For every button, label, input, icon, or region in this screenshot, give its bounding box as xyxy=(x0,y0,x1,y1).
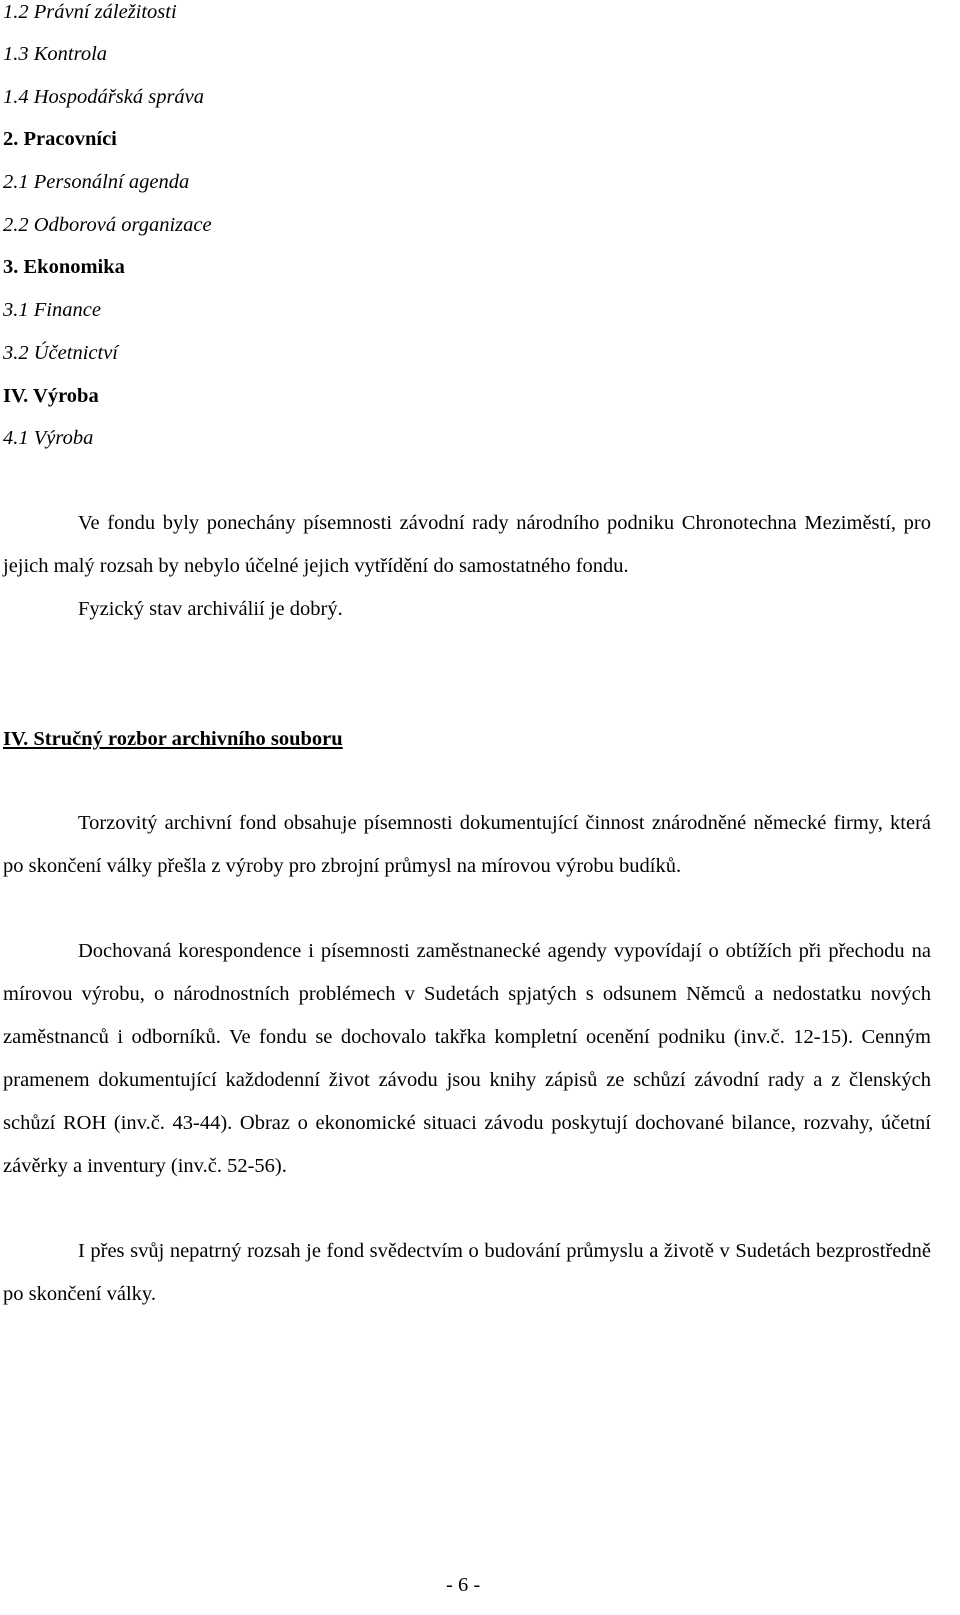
intro-paragraph: Fyzický stav archiválií je dobrý. xyxy=(78,598,343,620)
toc-entry: 3. Ekonomika xyxy=(3,256,125,278)
body-paragraph: I přes svůj nepatrný rozsah je fond svědectvím o budování průmyslu a životě v Sudetách bezprostředně po skončení války. xyxy=(3,1240,931,1305)
section-heading: IV. Stručný rozbor archivního souboru xyxy=(3,728,343,750)
body-paragraph: Torzovitý archivní fond obsahuje písemnosti dokumentující činnost znárodněné německé firmy, která po skončení války přešla z výroby pro zbrojní průmysl na mírovou výrobu budíků. xyxy=(3,812,931,877)
toc-entry: 1.3 Kontrola xyxy=(3,43,108,65)
toc-entry: 3.1 Finance xyxy=(3,299,101,321)
page-number: - 6 - xyxy=(446,1574,481,1596)
body-paragraph: Dochovaná korespondence i písemnosti zaměstnanecké agendy vypovídají o obtížích při přechodu na mírovou výrobu, o národnostních problémech v Sudetách spjatých s odsunem Němců a nedostatku nových zaměstnanců i odborníků. Ve fondu se dochovalo takřka kompletní ocenění podniku (inv.č. 12-15). Cenným pramenem dokumentující každodenní život závodu jsou knihy zápisů ze schůzí závodní rady a z členských schůzí ROH (inv.č. 43-44). Obraz o ekonomické situaci závodu poskytují dochované bilance, rozvahy, účetní závěrky a inventury (inv.č. 52-56). xyxy=(3,940,931,1177)
toc-entry: 1.4 Hospodářská správa xyxy=(3,86,205,108)
toc-entry: 2.1 Personální agenda xyxy=(3,171,190,193)
toc-entry: IV. Výroba xyxy=(3,385,99,407)
intro-paragraph: Ve fondu byly ponechány písemnosti závodní rady národního podniku Chronotechna Meziměstí, pro jejich malý rozsah by nebylo účelné jejich vytřídění do samostatného fondu. xyxy=(3,512,931,577)
toc-entry: 2.2 Odborová organizace xyxy=(3,214,212,236)
toc-entry: 4.1 Výroba xyxy=(3,427,94,449)
toc-entry: 1.2 Právní záležitosti xyxy=(3,1,177,23)
toc-entry: 3.2 Účetnictví xyxy=(3,342,118,364)
toc-entry: 2. Pracovníci xyxy=(3,128,117,150)
